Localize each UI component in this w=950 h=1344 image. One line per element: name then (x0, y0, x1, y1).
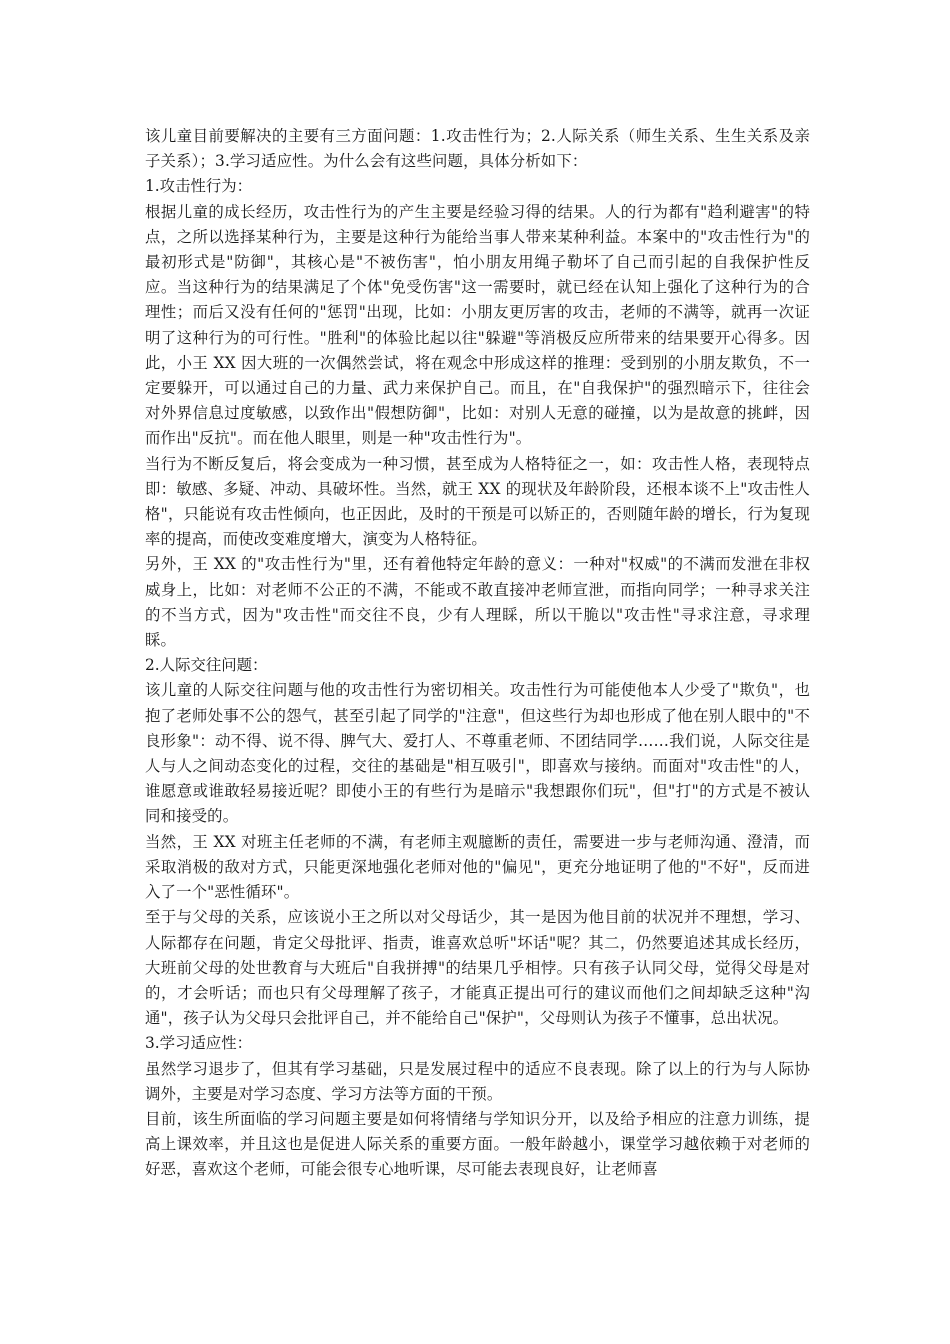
paragraph: 目前，该生所面临的学习问题主要是如何将情绪与学知识分开，以及给予相应的注意力训练，提高上课效率，并且这也是促进人际关系的重要方面。一般年龄越小，课堂学习越依赖于对老师的好恶，喜欢这个老师，可能会很专心地听课，尽可能去表现良好，让老师喜 (145, 1109, 810, 1179)
document-body (145, 124, 810, 1183)
section-heading-learning-adaptability: 3.学习适应性： (145, 1034, 253, 1053)
section-heading-aggressive-behavior: 1.攻击性行为： (145, 177, 253, 196)
section-heading-interpersonal: 2.人际交往问题： (145, 656, 268, 675)
intro-paragraph: 该儿童目前要解决的主要有三方面问题：1.攻击性行为；2.人际关系（师生关系、生生关系及亲子关系）；3.学习适应性。为什么会有这些问题，具体分析如下： (145, 127, 810, 171)
paragraph: 根据儿童的成长经历，攻击性行为的产生主要是经验习得的结果。人的行为都有"趋利避害"的特点，之所以选择某种行为，主要是这种行为能给当事人带来某种利益。本案中的"攻击性行为"的最初形式是"防御"，其核心是"不被伤害"，怕小朋友用绳子勒坏了自己而引起的自我保护性反应。当这种行为的结果满足了个体"免受伤害"这一需要时，就已经在认知上强化了这种行为的合理性；而后又没有任何的"惩罚"出现，比如：小朋友更厉害的攻击，老师的不满等，就再一次证明了这种行为的可行性。"胜利"的体验比起以往"躲避"等消极反应所带来的结果要开心得多。因此，小王 XX 因大班的一次偶然尝试，将在观念中形成这样的推理：受到别的小朋友欺负，不一定要躲开，可以通过自己的力量、武力来保护自己。而且，在"自我保护"的强烈暗示下，往往会对外界信息过度敏感，以致作出"假想防御"，比如：对别人无意的碰撞，以为是故意的挑衅，因而作出"反抗"。而在他人眼里，则是一种"攻击性行为"。 (145, 202, 810, 448)
paragraph: 当然，王 XX 对班主任老师的不满，有老师主观臆断的责任，需要进一步与老师沟通、澄清，而采取消极的敌对方式，只能更深地强化老师对他的"偏见"，更充分地证明了他的"不好"，反而进入了一个"恶性循环"。 (145, 832, 810, 902)
paragraph: 该儿童的人际交往问题与他的攻击性行为密切相关。攻击性行为可能使他本人少受了"欺负"，也抱了老师处事不公的怨气，甚至引起了同学的"注意"，但这些行为却也形成了他在别人眼中的"不良形象"：动不得、说不得、脾气大、爱打人、不尊重老师、不团结同学……我们说，人际交往是人与人之间动态变化的过程，交往的基础是"相互吸引"，即喜欢与接纳。而面对"攻击性"的人，谁愿意或谁敢轻易接近呢？即使小王的有些行为是暗示"我想跟你们玩"，但"打"的方式是不被认同和接受的。 (145, 681, 810, 826)
paragraph: 当行为不断反复后，将会变成为一种习惯，甚至成为人格特征之一，如：攻击性人格，表现特点即：敏感、多疑、冲动、具破坏性。当然，就王 XX 的现状及年龄阶段，还根本谈不上"攻击性人格"，只能说有攻击性倾向，也正因此，及时的干预是可以矫正的，否则随年龄的增长，行为复现率的提高，而使改变难度增大，演变为人格特征。 (145, 454, 810, 549)
paragraph: 虽然学习退步了，但其有学习基础，只是发展过程中的适应不良表现。除了以上的行为与人际协调外，主要是对学习态度、学习方法等方面的干预。 (145, 1059, 810, 1103)
paragraph: 至于与父母的关系，应该说小王之所以对父母话少，其一是因为他目前的状况并不理想，学习、人际都存在问题，肯定父母批评、指责，谁喜欢总听"坏话"呢？其二，仍然要追述其成长经历，大班前父母的处世教育与大班后"自我拼搏"的结果几乎相悖。只有孩子认同父母，觉得父母是对的，才会听话；而也只有父母理解了孩子，才能真正提出可行的建议而他们之间却缺乏这种"沟通"，孩子认为父母只会批评自己，并不能给自己"保护"，父母则认为孩子不懂事，总出状况。 (145, 908, 810, 1028)
paragraph: 另外，王 XX 的"攻击性行为"里，还有着他特定年龄的意义：一种对"权威"的不满而发泄在非权威身上，比如：对老师不公正的不满，不能或不敢直接冲老师宣泄，而指向同学；一种寻求关注的不当方式，因为"攻击性"而交往不良，少有人理睬，所以干脆以"攻击性"寻求注意，寻求理睬。 (145, 555, 810, 650)
